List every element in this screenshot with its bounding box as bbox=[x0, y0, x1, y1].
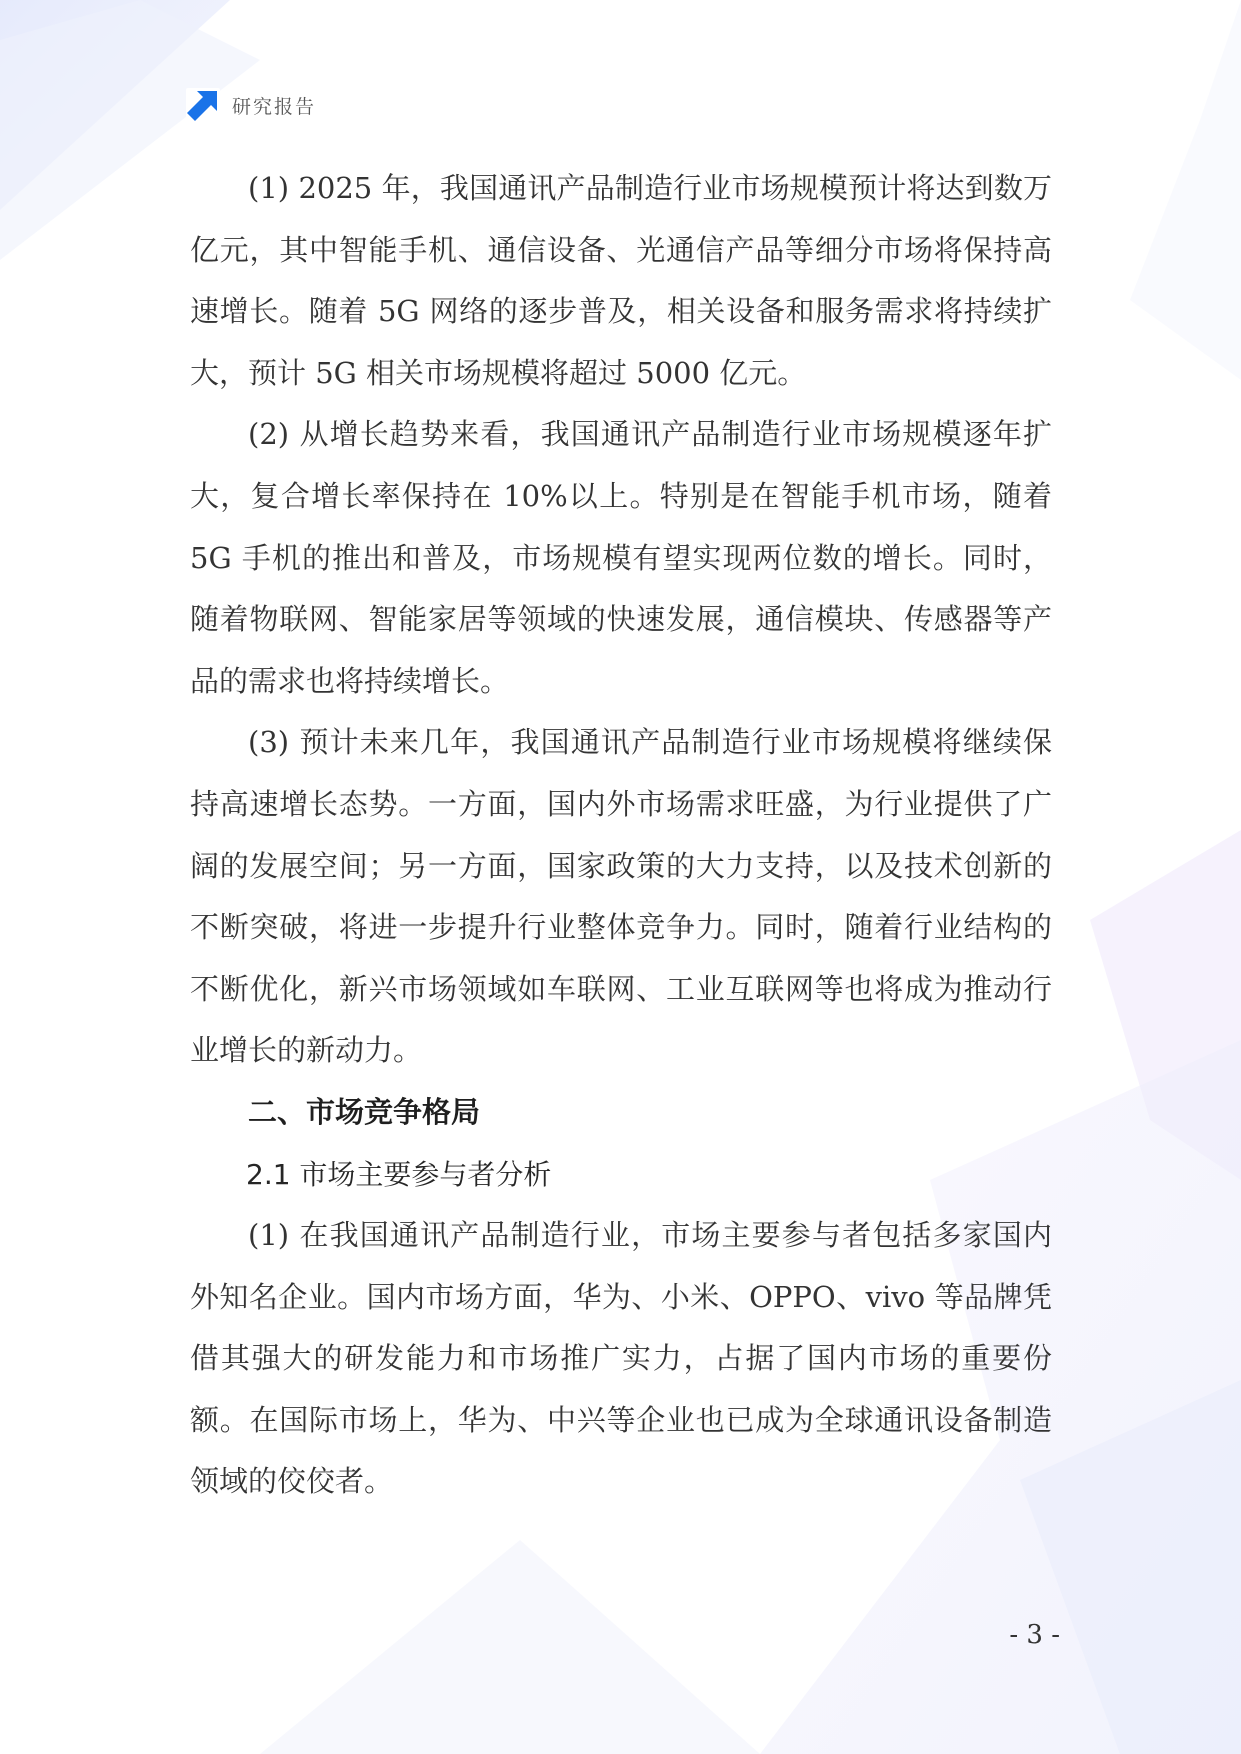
document-body bbox=[190, 158, 1052, 1513]
header-title: 研究报告 bbox=[232, 95, 317, 118]
paragraph: (3) 预计未来几年，我国通讯产品制造行业市场规模将继续保持高速增长态势。一方面，国内外市场需求旺盛，为行业提供了广阔的发展空间；另一方面，国家政策的大力支持，以及技术创新的不断突破，将进一步提升行业整体竞争力。同时，随着行业结构的不断优化，新兴市场领域如车联网、工业互联网等也将成为推动行业增长的新动力。 bbox=[190, 725, 1052, 1068]
page-number: - 3 - bbox=[1009, 1620, 1060, 1650]
paragraph: (1) 在我国通讯产品制造行业，市场主要参与者包括多家国内外知名企业。国内市场方面，华为、小米、OPPO、vivo 等品牌凭借其强大的研发能力和市场推广实力，占据了国内市场的重要份额。在国际市场上，华为、中兴等企业也已成为全球通讯设备制造领域的佼佼者。 bbox=[190, 1218, 1052, 1499]
arrow-up-right-icon bbox=[186, 88, 220, 122]
subsection-heading: 2.1 市场主要参与者分析 bbox=[246, 1157, 552, 1191]
paragraph: (2) 从增长趋势来看，我国通讯产品制造行业市场规模逐年扩大，复合增长率保持在 10%以上。特别是在智能手机市场，随着 5G 手机的推出和普及，市场规模有望实现两位数的增长。同时，随着物联网、智能家居等领域的快速发展，通信模块、传感器等产品的需求也将持续增长。 bbox=[190, 417, 1052, 698]
report-header bbox=[186, 88, 316, 122]
paragraph: (1) 2025 年，我国通讯产品制造行业市场规模预计将达到数万亿元，其中智能手机、通信设备、光通信产品等细分市场将保持高速增长。随着 5G 网络的逐步普及，相关设备和服务需求将持续扩大，预计 5G 相关市场规模将超过 5000 亿元。 bbox=[190, 171, 1052, 390]
section-heading: 二、市场竞争格局 bbox=[248, 1094, 481, 1129]
